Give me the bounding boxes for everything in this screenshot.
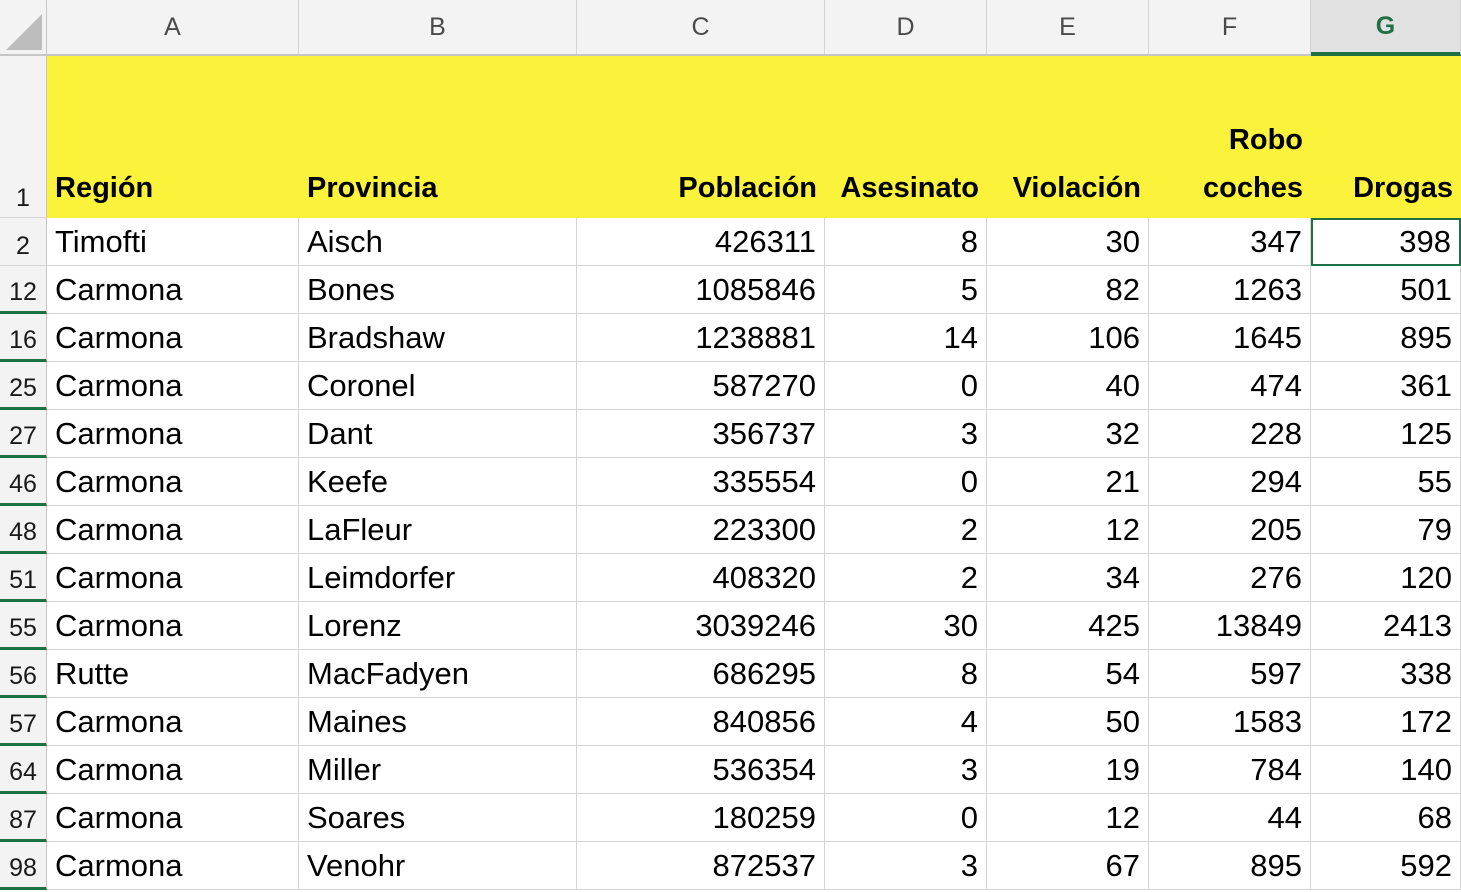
table-cell[interactable]: 3: [825, 746, 987, 794]
header-cell-a[interactable]: [47, 56, 299, 218]
table-cell[interactable]: Carmona: [47, 410, 299, 458]
table-cell[interactable]: Carmona: [47, 362, 299, 410]
table-cell[interactable]: 125: [1311, 410, 1461, 458]
table-cell[interactable]: Rutte: [47, 650, 299, 698]
table-cell[interactable]: 67: [987, 842, 1149, 890]
table-cell[interactable]: Carmona: [47, 506, 299, 554]
column-header-a[interactable]: A: [47, 0, 299, 54]
row-header-25[interactable]: 25: [0, 362, 47, 410]
table-cell[interactable]: Soares: [299, 794, 577, 842]
table-cell[interactable]: 356737: [577, 410, 825, 458]
table-cell[interactable]: 82: [987, 266, 1149, 314]
table-cell[interactable]: 0: [825, 362, 987, 410]
table-cell[interactable]: 536354: [577, 746, 825, 794]
table-cell[interactable]: 408320: [577, 554, 825, 602]
table-cell[interactable]: 205: [1149, 506, 1311, 554]
table-cell[interactable]: 361: [1311, 362, 1461, 410]
table-cell[interactable]: 5: [825, 266, 987, 314]
table-cell[interactable]: 106: [987, 314, 1149, 362]
header-cell-f[interactable]: [1149, 56, 1311, 218]
header-cell-text: Violación: [1012, 172, 1141, 204]
table-cell[interactable]: Carmona: [47, 458, 299, 506]
table-cell[interactable]: 895: [1149, 842, 1311, 890]
table-cell[interactable]: 338: [1311, 650, 1461, 698]
table-cell[interactable]: 3039246: [577, 602, 825, 650]
table-cell[interactable]: 223300: [577, 506, 825, 554]
table-cell[interactable]: 335554: [577, 458, 825, 506]
row-header-55[interactable]: 55: [0, 602, 47, 650]
table-cell[interactable]: 592: [1311, 842, 1461, 890]
table-cell[interactable]: 8: [825, 650, 987, 698]
table-cell[interactable]: Carmona: [47, 602, 299, 650]
table-cell[interactable]: 501: [1311, 266, 1461, 314]
column-header-g[interactable]: G: [1311, 0, 1461, 56]
select-all-corner[interactable]: [0, 0, 47, 54]
row-header-2[interactable]: 2: [0, 218, 47, 266]
table-cell[interactable]: 426311: [577, 218, 825, 266]
table-cell[interactable]: Carmona: [47, 842, 299, 890]
table-cell[interactable]: 425: [987, 602, 1149, 650]
table-cell[interactable]: 172: [1311, 698, 1461, 746]
table-cell[interactable]: 2413: [1311, 602, 1461, 650]
table-cell[interactable]: Coronel: [299, 362, 577, 410]
table-cell[interactable]: Aisch: [299, 218, 577, 266]
table-cell[interactable]: Dant: [299, 410, 577, 458]
row-header-16[interactable]: 16: [0, 314, 47, 362]
table-cell[interactable]: 1645: [1149, 314, 1311, 362]
table-cell[interactable]: 2: [825, 506, 987, 554]
header-cell-c[interactable]: [577, 56, 825, 218]
table-cell[interactable]: 3: [825, 842, 987, 890]
table-cell[interactable]: Lorenz: [299, 602, 577, 650]
table-cell[interactable]: 12: [987, 506, 1149, 554]
table-cell[interactable]: 79: [1311, 506, 1461, 554]
table-cell[interactable]: 276: [1149, 554, 1311, 602]
table-cell[interactable]: 872537: [577, 842, 825, 890]
row-header-27[interactable]: 27: [0, 410, 47, 458]
header-cell-text: Asesinato: [840, 172, 979, 204]
table-cell[interactable]: 0: [825, 794, 987, 842]
table-cell[interactable]: 347: [1149, 218, 1311, 266]
table-cell[interactable]: 686295: [577, 650, 825, 698]
table-cell[interactable]: 55: [1311, 458, 1461, 506]
row-header-51[interactable]: 51: [0, 554, 47, 602]
select-all-triangle-icon: [6, 14, 42, 50]
table-cell[interactable]: Miller: [299, 746, 577, 794]
table-cell[interactable]: 1238881: [577, 314, 825, 362]
header-cell-text: Robo: [1228, 124, 1303, 156]
header-cell-text: Región: [55, 172, 154, 204]
column-header-b[interactable]: B: [299, 0, 577, 54]
table-cell[interactable]: 840856: [577, 698, 825, 746]
table-cell[interactable]: 13849: [1149, 602, 1311, 650]
row-header-46[interactable]: 46: [0, 458, 47, 506]
table-cell[interactable]: Venohr: [299, 842, 577, 890]
header-cell-d[interactable]: [825, 56, 987, 218]
table-cell[interactable]: Carmona: [47, 554, 299, 602]
row-header-87[interactable]: 87: [0, 794, 47, 842]
table-cell[interactable]: 50: [987, 698, 1149, 746]
table-cell[interactable]: 34: [987, 554, 1149, 602]
table-cell[interactable]: 14: [825, 314, 987, 362]
row-header-48[interactable]: 48: [0, 506, 47, 554]
table-cell[interactable]: Leimdorfer: [299, 554, 577, 602]
table-cell[interactable]: 120: [1311, 554, 1461, 602]
header-cell-text: Provincia: [307, 172, 438, 204]
table-cell[interactable]: 30: [987, 218, 1149, 266]
table-cell[interactable]: 4: [825, 698, 987, 746]
header-cell-e[interactable]: [987, 56, 1149, 218]
table-cell[interactable]: 1583: [1149, 698, 1311, 746]
table-cell[interactable]: 895: [1311, 314, 1461, 362]
row-header-98[interactable]: 98: [0, 842, 47, 890]
table-cell[interactable]: 228: [1149, 410, 1311, 458]
header-cell-text: Población: [678, 172, 817, 204]
table-cell[interactable]: 19: [987, 746, 1149, 794]
row-header-12[interactable]: 12: [0, 266, 47, 314]
table-cell[interactable]: 294: [1149, 458, 1311, 506]
table-cell[interactable]: 1085846: [577, 266, 825, 314]
header-cell-text: Drogas: [1353, 172, 1453, 204]
table-cell[interactable]: MacFadyen: [299, 650, 577, 698]
row-header-1[interactable]: 1: [0, 56, 47, 218]
row-header-56[interactable]: 56: [0, 650, 47, 698]
table-cell[interactable]: 1263: [1149, 266, 1311, 314]
table-cell[interactable]: 597: [1149, 650, 1311, 698]
table-cell[interactable]: 2: [825, 554, 987, 602]
header-cell-text: coches: [1203, 172, 1303, 204]
table-cell[interactable]: Carmona: [47, 794, 299, 842]
row-header-57[interactable]: 57: [0, 698, 47, 746]
table-cell[interactable]: Keefe: [299, 458, 577, 506]
row-header-64[interactable]: 64: [0, 746, 47, 794]
table-cell[interactable]: 54: [987, 650, 1149, 698]
table-cell[interactable]: Bradshaw: [299, 314, 577, 362]
table-cell[interactable]: 40: [987, 362, 1149, 410]
table-cell[interactable]: 44: [1149, 794, 1311, 842]
table-cell[interactable]: Carmona: [47, 746, 299, 794]
column-header-c[interactable]: C: [577, 0, 825, 54]
column-header-e[interactable]: E: [987, 0, 1149, 54]
table-cell[interactable]: 32: [987, 410, 1149, 458]
active-cell[interactable]: 398: [1311, 218, 1461, 266]
table-cell[interactable]: 68: [1311, 794, 1461, 842]
table-cell[interactable]: Carmona: [47, 266, 299, 314]
table-cell[interactable]: 30: [825, 602, 987, 650]
table-cell[interactable]: 587270: [577, 362, 825, 410]
table-cell[interactable]: 8: [825, 218, 987, 266]
table-cell[interactable]: Carmona: [47, 698, 299, 746]
table-cell[interactable]: 784: [1149, 746, 1311, 794]
table-cell[interactable]: 180259: [577, 794, 825, 842]
table-cell[interactable]: LaFleur: [299, 506, 577, 554]
table-cell[interactable]: Timofti: [47, 218, 299, 266]
table-cell[interactable]: 12: [987, 794, 1149, 842]
column-header-d[interactable]: D: [825, 0, 987, 54]
table-cell[interactable]: 474: [1149, 362, 1311, 410]
table-cell[interactable]: 0: [825, 458, 987, 506]
table-cell[interactable]: Bones: [299, 266, 577, 314]
column-header-f[interactable]: F: [1149, 0, 1311, 54]
table-cell[interactable]: 3: [825, 410, 987, 458]
table-cell[interactable]: Maines: [299, 698, 577, 746]
table-cell[interactable]: Carmona: [47, 314, 299, 362]
table-cell[interactable]: 21: [987, 458, 1149, 506]
header-cell-b[interactable]: [299, 56, 577, 218]
table-cell[interactable]: 140: [1311, 746, 1461, 794]
header-cell-g[interactable]: [1311, 56, 1461, 218]
